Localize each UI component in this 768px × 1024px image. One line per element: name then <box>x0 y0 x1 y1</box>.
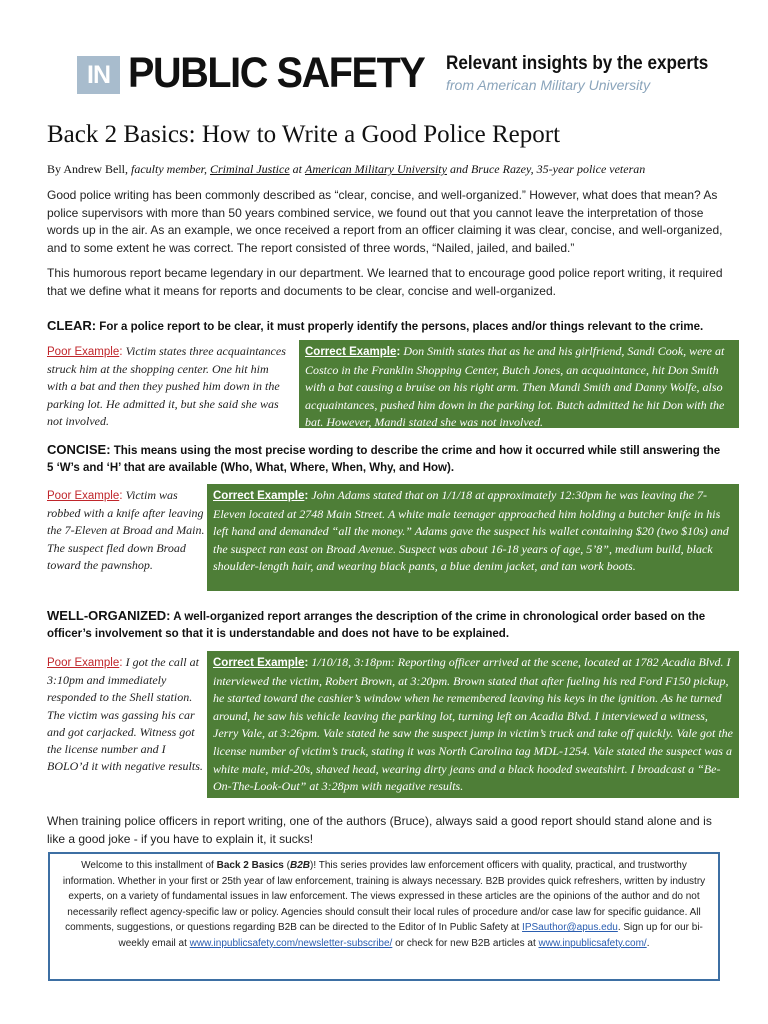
correct-example-text: 1/10/18, 3:18pm: Reporting officer arrived at the scene, located at 1782 Acadia Blvd. I interviewed the victim, Robert Brown, at 3:20pm. Brown stated that after fueling his red Ford F150 pickup, he started toward the cashier’s window when he remembered leaving his keys in the ignition. As he turned around, he saw his vehicle leaving the parking lot, turning left on Acadia Blvd. I interviewed a witness, Jerry Vale, at 3:26pm. Vale stated he saw the suspect jump in victim’s truck and take off quickly. Vale got the license number of victim’s truck, stating it was North Carolina tag MDL-1254. Vale stated the suspect was a white male, mid-20s, shaved head, wearing dirty jeans and a black hooded sweatshirt. I broadcast a “Be-On-The-Look-Out” at 3:28pm with negative results. <box>213 655 734 794</box>
series-notice-box: Welcome to this installment of Back 2 Basics (B2B)! This series provides law enforcement officers with quality, practical, and trustworthy information. Whether in your first or 25th year of law enforcement, training is always necessary. B2B provides quick refreshers, written by industry experts, on a variety of fundamental issues in law enforcement. The views expressed in these articles are the opinions of the author and do not necessarily reflect agency-specific law or policy. Agencies should consult their local rules of procedure and/or case law for specific guidance. All comments, suggestions, or questions regarding B2B can be directed to the Editor of In Public Safety at IPSauthor@apus.edu. Sign up for our bi-weekly email at www.inpublicsafety.com/newsletter-subscribe/ or check for new B2B articles at www.inpublicsafety.com/. <box>48 852 720 981</box>
section-text: For a police report to be clear, it must properly identify the persons, places and/or things relevant to the crime. <box>96 321 704 333</box>
correct-example-concise: Correct Example: John Adams stated that on 1/1/18 at approximately 12:30pm he was leaving the 7-Eleven located at 2748 Main Street. A white male teenager approached him holding a butcher knife in his left hand and demanded “all the money.” Adams gave the suspect his wallet containing $20 (two $10s) and the suspect ran east on Broad Avenue. Suspect was about 16-18 years of age, 5’8”, medium build, black shoulder-length hair, and wearing black pants, a blue denim jacket, and tan work boots. <box>207 484 739 591</box>
notice-text: Welcome to this installment of <box>81 860 217 871</box>
section-text: This means using the most precise wording to describe the crime and how it occurred while still answering the 5 ‘W’s and ‘H’ that are available (Who, What, Where, When, Why, and How). <box>47 445 721 474</box>
section-text: A well-organized report arranges the description of the crime in chronological order based on the officer’s involvement so that it is understandable and does not have to be explained. <box>47 611 706 640</box>
poor-example-concise: Poor Example: Victim was robbed with a knife after leaving the 7-Eleven at Broad and Main. The suspect fled down Broad toward the pawnshop. <box>47 488 205 572</box>
correct-example-label: Correct Example <box>305 346 397 358</box>
website-link[interactable]: www.inpublicsafety.com/ <box>538 937 647 949</box>
poor-example-text: I got the call at 3:10pm and immediately responded to the Shell station. The victim was gassing his car and got carjacked. Witness got the license number and I BOLO’d it with negative results. <box>47 655 203 774</box>
brand-tagline: Relevant insights by the experts <box>446 53 709 74</box>
byline-veteran: 35-year police veteran <box>536 162 646 176</box>
correct-example-text: Don Smith states that as he and his girlfriend, Sandi Cook, were at Costco in the Franklin Shopping Center, Butch Jones, an acquaintance, hit Don Smith with a bat causing a bruise on his right arm. Then Mandi Smith and Danny Wolfe, also acquaintances, pushed him down in the parking lot. Butch admitted he hit Don with the bat. However, Mandi stated she was not involved. <box>305 344 725 430</box>
newsletter-link[interactable]: www.inpublicsafety.com/newsletter-subscribe/ <box>189 937 393 949</box>
notice-series-name: Back 2 Basics <box>216 860 284 871</box>
section-clear <box>47 317 727 336</box>
notice-series-abbr: B2B <box>289 860 310 871</box>
poor-example-well-organized: Poor Example: I got the call at 3:10pm and immediately responded to the Shell station. The victim was gassing his car and got carjacked. Witness got the license number and I BOLO’d it with negative results. <box>47 655 203 774</box>
poor-example-text: Victim was robbed with a knife after leaving the 7-Eleven at Broad and Main. The suspect fled down Broad toward the pawnshop. <box>47 488 205 572</box>
poor-example-label: Poor Example <box>47 346 120 358</box>
intro-paragraph-2: This humorous report became legendary in our department. We learned that to encourage good police report writing, it required that we define what it means for reports and documents to be clear, concise and well-organized. <box>47 266 723 298</box>
byline-school-link[interactable]: American Military University <box>305 162 447 176</box>
poor-example-clear: Poor Example: Victim states three acquaintances struck him at the shopping center. One hit him with a bat and then they pushed him down in the parking lot. He admitted it, but she said she was not involved. <box>47 344 286 428</box>
byline <box>47 162 645 177</box>
correct-example-text: John Adams stated that on 1/1/18 at approximately 12:30pm he was leaving the 7-Eleven located at 2748 Main Street. A white male teenager approached him holding a butcher knife in his left hand and demanded “all the money.” Adams gave the suspect his wallet containing $20 (two $10s) and the suspect ran east on Broad Avenue. Suspect was about 16-18 years of age, 5’8”, medium build, black shoulder-length hair, and wearing black pants, a blue denim jacket, and tan work boots. <box>213 488 729 574</box>
correct-example-label: Correct Example <box>213 657 305 669</box>
intro-paragraph-1: Good police writing has been commonly described as “clear, concise, and well-organized.” However, what does that mean? As police supervisors with more than 50 years combined service, we found out that you cannot leave the interpretation of those words up in the air. As an example, we once received a report from an officer claiming it was clear, concise, and well-organized, and to some extent he was correct. The report consisted of three words, “Nailed, jailed, and bailed.” <box>47 188 723 255</box>
section-heading: WELL-ORGANIZED: <box>47 608 171 623</box>
notice-text: )! This series provides law enforcement officers with quality, practical, and trustworthy information. Whether in your first or 25th year of law enforcement, training is always necessary. B2B provides quick refreshers, written by industry experts, on a variety of fundamental issues in law enforcement. The views expressed in these articles are the opinions of the author and do not necessarily reflect agency-specific law or policy. Agencies should consult their local rules of procedure and/or case law for specific guidance. All comments, suggestions, or questions regarding B2B can be directed to the Editor of In Public Safety at <box>62 860 706 934</box>
byline-dept-link[interactable]: Criminal Justice <box>209 162 290 176</box>
section-well-organized <box>47 607 727 643</box>
byline-author: By Andrew Bell, <box>47 162 128 176</box>
correct-example-clear: Correct Example: Don Smith states that as he and his girlfriend, Sandi Cook, were at Costco in the Franklin Shopping Center, Butch Jones, an acquaintance, hit Don Smith with a bat causing a bruise on his right arm. Then Mandi Smith and Danny Wolfe, also acquaintances, pushed him down in the parking lot. Butch admitted he hit Don with the bat. However, Mandi stated she was not involved. <box>299 340 739 428</box>
byline-role: faculty member, <box>131 162 207 176</box>
poor-example-text: Victim states three acquaintances struck him at the shopping center. One hit him with a bat and then they pushed him down in the parking lot. He admitted it, but she said she was not involved. <box>47 344 286 428</box>
closing-paragraph: When training police officers in report writing, one of the authors (Bruce), always said a good report should stand alone and is like a good joke - if you have to explain it, it sucks! <box>47 814 712 846</box>
poor-example-label: Poor Example <box>47 490 120 502</box>
section-heading: CONCISE: <box>47 442 111 457</box>
byline-at: at <box>292 162 302 176</box>
section-heading: CLEAR: <box>47 318 97 333</box>
article-title: Back 2 Basics: How to Write a Good Police Report <box>47 121 561 148</box>
section-concise <box>47 441 727 477</box>
correct-example-label: Correct Example <box>213 490 305 502</box>
byline-coauthor: and Bruce Razey, <box>449 162 534 176</box>
brand-subtagline: from American Military University <box>446 77 651 93</box>
correct-example-well-organized: Correct Example: 1/10/18, 3:18pm: Reporting officer arrived at the scene, located at 1782 Acadia Blvd. I interviewed the victim, Robert Brown, at 3:20pm. Brown stated that after fueling his red Ford F150 pickup, he started toward the cashier’s window when he remembered leaving his keys in the ignition. As he turned around, he saw his vehicle leaving the parking lot, turning left on Acadia Blvd. I interviewed a witness, Jerry Vale, at 3:26pm. Vale stated he saw the suspect jump in victim’s truck and take off quickly. Vale got the license number of victim’s truck, stating it was North Carolina tag MDL-1254. Vale stated the suspect was a white male, mid-20s, shaved head, wearing dirty jeans and a black hooded sweatshirt. I broadcast a “Be-On-The-Look-Out” at 3:28pm with negative results. <box>207 651 739 798</box>
brand-name: PUBLIC SAFETY <box>128 49 425 97</box>
brand-badge: IN <box>77 56 120 94</box>
poor-example-label: Poor Example <box>47 657 120 669</box>
notice-email-link[interactable]: IPSauthor@apus.edu <box>522 922 618 934</box>
